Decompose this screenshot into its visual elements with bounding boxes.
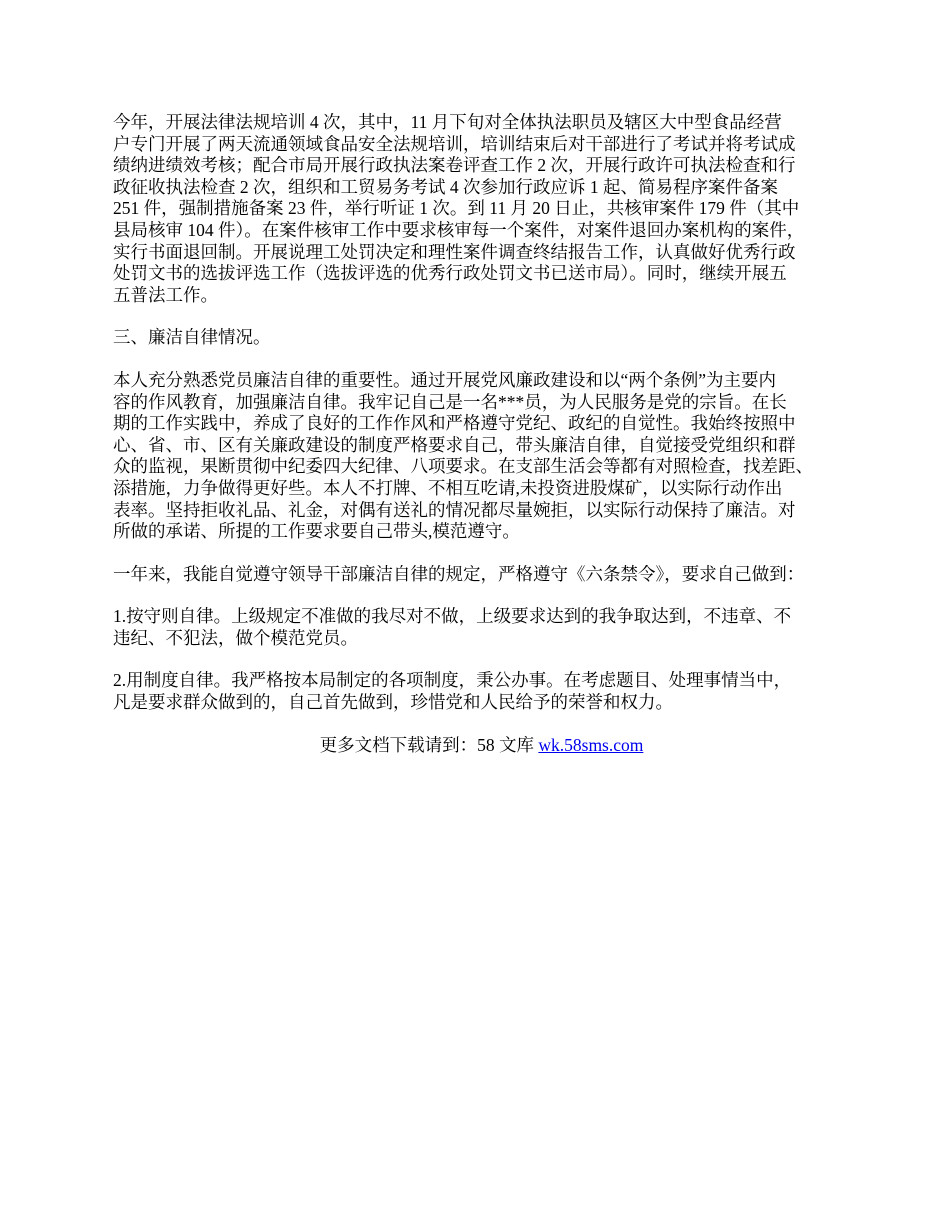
document-page	[113, 112, 850, 756]
text-line: 心、省、市、区有关廉政建设的制度严格要求自己，带头廉洁自律，自觉接受党组织和群	[113, 434, 796, 455]
text-line: 251 件，强制措施备案 23 件，举行听证 1 次。到 11 月 20 日止，共核审案件 179 件（其中	[113, 198, 800, 219]
text-line: 添措施，力争做得更好些。本人不打牌、不相互吃请,未投资进股煤矿，以实际行动作出	[113, 477, 783, 498]
text-line: 容的作风教育，加强廉洁自律。我牢记自己是一名***员，为人民服务是党的宗旨。在长	[113, 391, 787, 412]
text-line: 2.用制度自律。我严格按本局制定的各项制度，秉公办事。在考虑题目、处理事情当中，	[113, 670, 792, 691]
text-line: 一年来，我能自觉遵守领导干部廉洁自律的规定，严格遵守《六条禁令》，要求自己做到：	[113, 563, 805, 584]
website-link[interactable]: wk.58sms.com	[538, 734, 644, 755]
text-line: 五普法工作。	[113, 284, 218, 305]
text-line: 1.按守则自律。上级规定不准做的我尽对不做，上级要求达到的我争取达到，不违章、不	[113, 606, 792, 627]
text-line: 政征收执法检查 2 次，组织和工贸易务考试 4 次参加行政应诉 1 起、简易程序案件备案	[113, 176, 778, 197]
text-line: 户专门开展了两天流通领域食品安全法规培训，培训结束后对干部进行了考试并将考试成	[113, 133, 796, 154]
text-line: 今年，开展法律法规培训 4 次，其中，11 月下旬对全体执法职员及辖区大中型食品经营	[113, 112, 782, 132]
text-line: 绩纳进绩效考核；配合市局开展行政执法案卷评查工作 2 次，开展行政许可执法检查和行	[113, 155, 796, 176]
paragraph	[113, 327, 850, 349]
paragraph	[113, 370, 850, 543]
paragraph	[113, 606, 850, 649]
footer-text: 更多文档下载请到：58 文库	[319, 734, 539, 755]
text-line: 本人充分熟悉党员廉洁自律的重要性。通过开展党风廉政建设和以“两个条例”为主要内	[113, 369, 777, 390]
document-body	[113, 112, 850, 714]
text-line: 处罚文书的选拔评选工作（选拔评选的优秀行政处罚文书已送市局）。同时，继续开展五	[113, 263, 787, 284]
paragraph	[113, 564, 850, 586]
text-line: 表率。坚持拒收礼品、礼金，对偶有送礼的情况都尽量婉拒，以实际行动保持了廉洁。对	[113, 499, 796, 520]
text-line: 凡是要求群众做到的，自己首先做到，珍惜党和人民给予的荣誉和权力。	[113, 692, 673, 713]
text-line: 实行书面退回制。开展说理工处罚决定和理性案件调查终结报告工作，认真做好优秀行政	[113, 241, 796, 262]
text-line: 三、廉洁自律情况。	[113, 327, 271, 348]
paragraph	[113, 670, 850, 713]
text-line: 期的工作实践中，养成了良好的工作作风和严格遵守党纪、政纪的自觉性。我始终按照中	[113, 413, 796, 434]
text-line: 众的监视，果断贯彻中纪委四大纪律、八项要求。在支部生活会等都有对照检查，找差距、	[113, 456, 813, 477]
text-line: 县局核审 104 件）。在案件核审工作中要求核审每一个案件，对案件退回办案机构的案件，	[113, 219, 805, 240]
text-line: 违纪、不犯法，做个模范党员。	[113, 627, 358, 648]
download-footer	[113, 735, 850, 757]
paragraph	[113, 112, 850, 306]
text-line: 所做的承诺、所提的工作要求要自己带头,模范遵守。	[113, 521, 520, 542]
